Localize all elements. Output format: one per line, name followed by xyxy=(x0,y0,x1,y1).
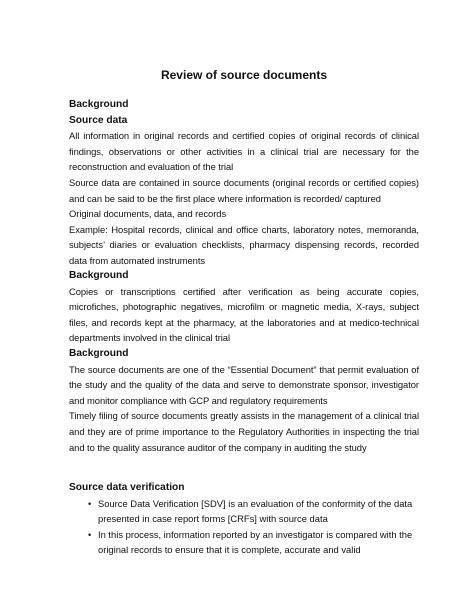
section-heading: Background xyxy=(69,270,129,281)
paragraph: The source documents are one of the “Essential Document” that permit evaluation of the study and the quality of the data and serve to demonstrate sponsor, investigator and monitor compliance with GCP and regulatory requirements xyxy=(69,363,419,406)
paragraph: Example: Hospital records, clinical and office charts, laboratory notes, memoranda, subjects’ diaries or evaluation checklists, pharmacy dispensing records, recorded data from automated instruments xyxy=(69,223,419,266)
section-heading: Source data verification xyxy=(69,482,185,493)
section-background-copies xyxy=(69,268,419,346)
section-heading: Background xyxy=(69,99,129,110)
paragraph: Timely filing of source documents greatly assists in the management of a clinical trial and they are of prime importance to the Regulatory Authorities in inspecting the trial and to the quality assurance auditor of the company in auditing the study xyxy=(69,410,419,453)
paragraph: All information in original records and certified copies of original records of clinical findings, observations or other activities in a clinical trial are necessary for the reconstruction and evaluation of the trial xyxy=(69,130,419,173)
document-title: Review of source documents xyxy=(160,68,328,82)
bullet-icon: • xyxy=(88,528,92,540)
section-background-essential xyxy=(69,346,419,455)
list-item xyxy=(69,527,419,558)
list-item xyxy=(69,496,419,527)
bullet-icon: • xyxy=(88,497,92,509)
paragraph: Original documents, data, and records xyxy=(69,208,227,220)
section-source-data-verification xyxy=(69,480,419,558)
list-item-text: In this process, information reported by an investigator is compared with the original records to ensure that it is complete, accurate and valid xyxy=(98,528,413,556)
section-source-data xyxy=(69,97,419,269)
section-heading: Background xyxy=(69,348,129,359)
list-item-text: Source Data Verification [SDV] is an evaluation of the conformity of the data presented in case report forms [CRFs] with source data xyxy=(98,497,413,525)
paragraph: Copies or transcriptions certified after verification as being accurate copies, microfiches, photographic negatives, microfilm or magnetic media, X-rays, subject files, and records kept at the pharmacy, at the laboratories and at medico-technical departments involved in the clinical trial xyxy=(69,285,419,344)
bullet-list xyxy=(69,496,419,558)
section-subheading: Source data xyxy=(69,114,128,126)
paragraph: Source data are contained in source documents (original records or certified copies) and can be said to be the first place where information is recorded/ captured xyxy=(69,176,419,204)
